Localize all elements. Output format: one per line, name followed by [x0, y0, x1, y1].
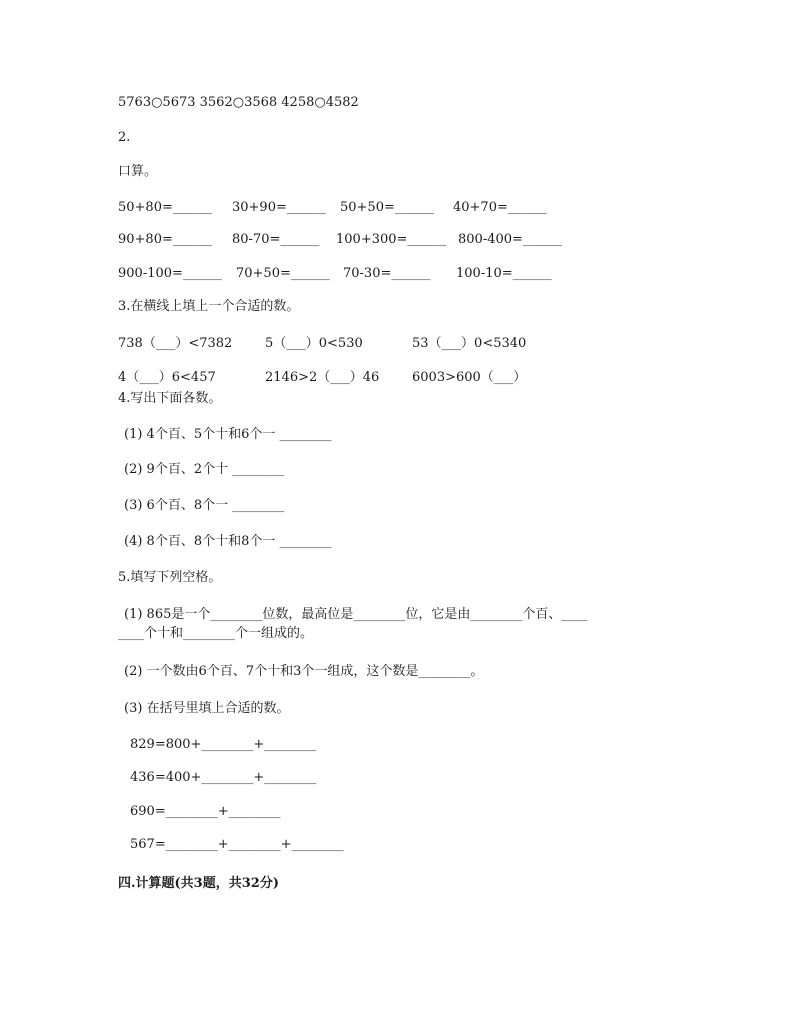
oral-calc-item: 70+50=______ — [236, 266, 330, 281]
fill-digit-item: 2146>2（___）46 — [265, 370, 380, 385]
fill-digit-item: 5（___）0<530 — [265, 336, 363, 351]
q5-item-3: (3) 在括号里填上合适的数。 — [124, 701, 290, 716]
q5-title: 5.填写下列空格。 — [118, 570, 222, 585]
oral-calc-item: 70-30=______ — [343, 266, 431, 281]
oral-calc-item: 80-70=______ — [232, 232, 320, 247]
decompose-equation: 436=400+________+________ — [130, 770, 317, 785]
oral-calc-item: 900-100=______ — [118, 266, 222, 281]
q4-item-3: (3) 6个百、8个一 ________ — [124, 498, 285, 513]
oral-calc-item: 50+50=______ — [340, 200, 434, 215]
compare-row: 5763○5673 3562○3568 4258○4582 — [118, 95, 359, 110]
oral-calc-item: 90+80=______ — [118, 232, 212, 247]
fill-digit-item: 6003>600（___） — [412, 370, 527, 385]
q5-item-1-line-1: (1) 865是一个________位数，最高位是________位，它是由________个百、____ — [124, 607, 588, 622]
fill-digit-item: 738（___）<7382 — [118, 336, 233, 351]
decompose-equation: 829=800+________+________ — [130, 737, 317, 752]
oral-calc-item: 100-10=______ — [456, 266, 552, 281]
oral-calc-item: 50+80=______ — [118, 200, 212, 215]
oral-calc-item: 40+70=______ — [453, 200, 547, 215]
q2-title: 口算。 — [118, 164, 158, 179]
q2-number: 2. — [118, 130, 131, 145]
q4-item-4: (4) 8个百、8个十和8个一 ________ — [124, 534, 332, 549]
q4-item-2: (2) 9个百、2个十 ________ — [124, 462, 285, 477]
fill-digit-item: 4（___）6<457 — [118, 370, 216, 385]
oral-calc-item: 30+90=______ — [232, 200, 326, 215]
oral-calc-item: 100+300=______ — [336, 232, 447, 247]
q5-item-2: (2) 一个数由6个百、7个十和3个一组成，这个数是________。 — [124, 664, 484, 679]
decompose-equation: 567=________+________+________ — [130, 837, 344, 852]
section-heading: 四.计算题(共3题，共32分) — [118, 876, 279, 891]
q4-title: 4.写出下面各数。 — [118, 391, 222, 406]
q3-title: 3.在横线上填上一个合适的数。 — [118, 299, 300, 314]
q5-item-1-line-2: ____个十和________个一组成的。 — [118, 626, 314, 641]
oral-calc-item: 800-400=______ — [458, 232, 562, 247]
fill-digit-item: 53（___）0<5340 — [412, 336, 527, 351]
q4-item-1: (1) 4个百、5个十和6个一 ________ — [124, 427, 332, 442]
decompose-equation: 690=________+________ — [130, 804, 281, 819]
